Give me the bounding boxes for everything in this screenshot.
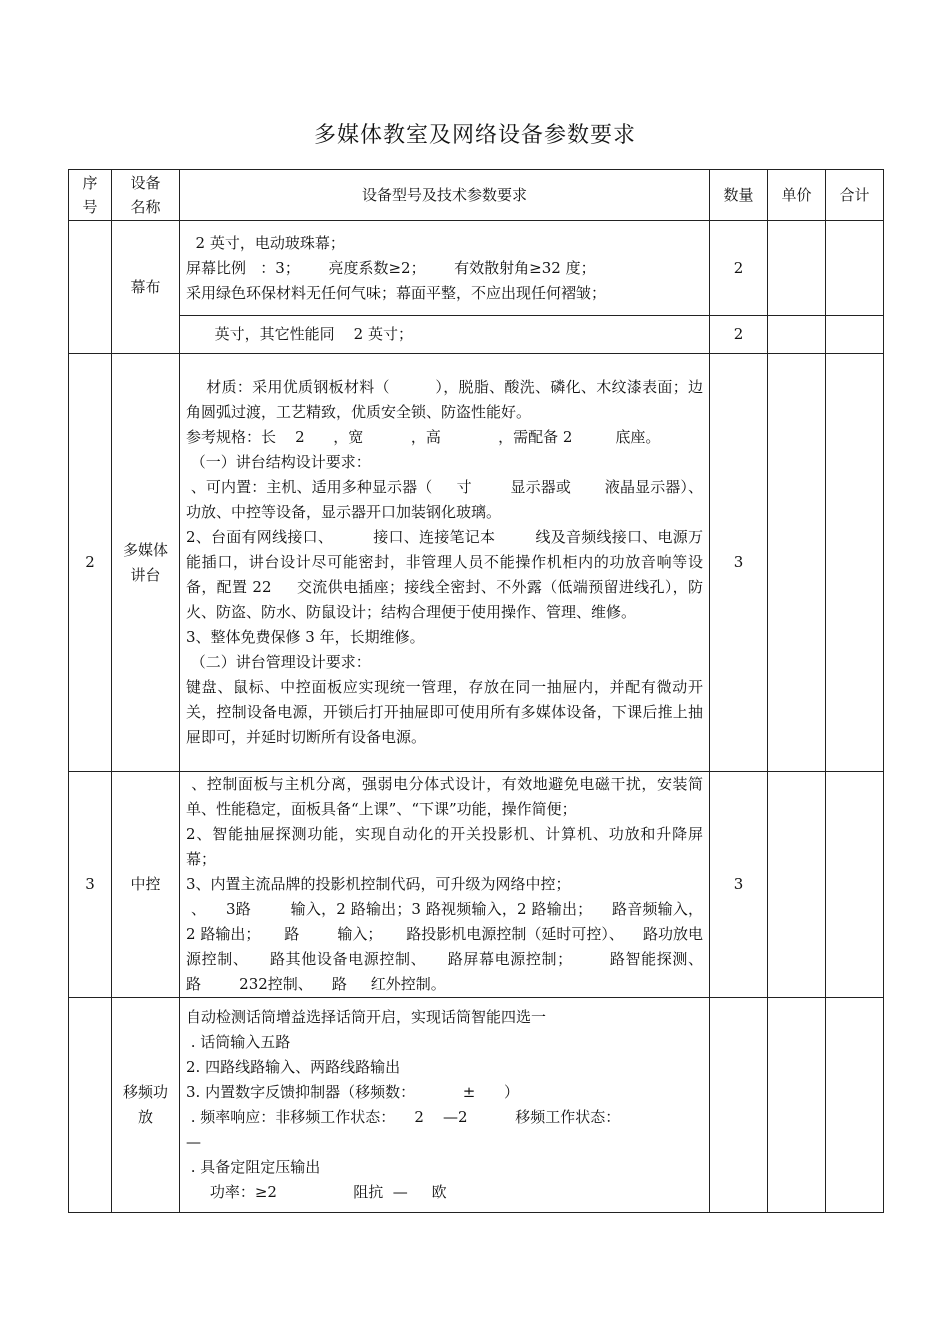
row-index: 2 bbox=[69, 354, 112, 772]
row-name: 移频功放 bbox=[112, 998, 180, 1213]
spec-paragraph: 3、整体免费保修 3 年，长期维修。 bbox=[186, 628, 425, 646]
spec-line: 自动检测话筒增益选择话筒开启，实现话筒智能四选一 bbox=[186, 1008, 547, 1026]
spec-paragraph: 2、台面有网线接口、 接口、连接笔记本 线及音频线接口、电源万能插口，讲台设计尽可能密封，非管理人员不能操作机柜内的功放音响等设备，配置 22 交流供电插座；接线全密封、不外露（低端预留进线孔），防火、防盗、防水、防鼠设计；结构合理便于使用操作、管理、维修。 bbox=[186, 528, 703, 621]
table-row bbox=[69, 998, 884, 1213]
spec-paragraph: 3、内置主流品牌的投影机控制代码，可升级为网络中控； bbox=[186, 875, 571, 893]
row-total bbox=[826, 772, 884, 998]
spec-paragraph: （二）讲台管理设计要求： bbox=[186, 653, 371, 671]
spec-line: 2 英寸，电动玻珠幕； bbox=[186, 233, 345, 252]
row-unit-price bbox=[768, 316, 826, 354]
spec-line: 英寸，其它性能同 2 英寸； bbox=[186, 325, 413, 343]
spec-line: . 频率响应：非移频工作状态： 2 —2 移频工作状态： bbox=[186, 1108, 621, 1126]
row-total bbox=[826, 998, 884, 1213]
row-qty bbox=[710, 998, 768, 1213]
row-total bbox=[826, 316, 884, 354]
header-total: 合计 bbox=[826, 170, 884, 221]
spec-line: — bbox=[186, 1133, 201, 1151]
row-name: 中控 bbox=[112, 772, 180, 998]
spec-line: 3. 内置数字反馈抑制器（移频数： ± ） bbox=[186, 1083, 519, 1101]
row-unit-price bbox=[768, 221, 826, 316]
row-spec bbox=[180, 316, 710, 354]
spec-line: 采用绿色环保材料无任何气味；幕面平整，不应出现任何褶皱； bbox=[186, 283, 607, 302]
row-qty: 3 bbox=[710, 354, 768, 772]
row-name: 多媒体讲台 bbox=[112, 354, 180, 772]
spec-paragraph: 、 3路 输入，2 路输出；3 路视频输入，2 路输出； 路音频输入，2 路输出； 路 输入； 路投影机电源控制（延时可控）、 路功放电源控制、 路其他设备电源控制、 路屏幕电源控制； 路智能探测、 路 232控制、 路 红外控制。 bbox=[186, 900, 723, 993]
table-row bbox=[69, 316, 884, 354]
table-header-row bbox=[69, 170, 884, 221]
row-index bbox=[69, 221, 112, 354]
spec-line: . 话筒输入五路 bbox=[186, 1033, 291, 1051]
spec-paragraph: 、可内置：主机、适用多种显示器（ 寸 显示器或 液晶显示器）、功放、中控等设备，显示器开口加装钢化玻璃。 bbox=[186, 478, 703, 521]
spec-line: 屏幕比例 ：3； 亮度系数≥2； 有效散射角≥32 度； bbox=[186, 258, 596, 277]
row-unit-price bbox=[768, 354, 826, 772]
row-spec bbox=[180, 221, 710, 316]
spec-paragraph: 材质：采用优质钢板材料（ ），脱脂、酸洗、磷化、木纹漆表面；边角圆弧过渡，工艺精致，优质安全锁、防盗性能好。 bbox=[186, 378, 703, 421]
spec-paragraph: 参考规格：长 2 ，宽 ，高 ，需配备 2 底座。 bbox=[186, 428, 661, 446]
table-row bbox=[69, 772, 884, 998]
header-name: 设备 名称 bbox=[112, 170, 180, 221]
page-title: 多媒体教室及网络设备参数要求 bbox=[313, 123, 636, 148]
spec-line: 功率：≥2 阻抗 — 欧 bbox=[186, 1183, 447, 1201]
header-unit-price: 单价 bbox=[768, 170, 826, 221]
spec-paragraph: 键盘、鼠标、中控面板应实现统一管理，存放在同一抽屉内，并配有微动开关，控制设备电源，开锁后打开抽屉即可使用所有多媒体设备，下课后推上抽屉即可，并延时切断所有设备电源。 bbox=[186, 678, 703, 746]
spec-paragraph: 、控制面板与主机分离，强弱电分体式设计，有效地避免电磁干扰，安装简单、性能稳定，面板具备“上课”、“下课”功能，操作简便； bbox=[186, 775, 703, 818]
row-total bbox=[826, 221, 884, 316]
row-index bbox=[69, 998, 112, 1213]
row-spec bbox=[180, 772, 723, 998]
row-name: 幕布 bbox=[112, 221, 180, 354]
table-row bbox=[69, 354, 884, 772]
row-spec bbox=[180, 354, 710, 772]
row-total bbox=[826, 354, 884, 772]
row-qty: 3 bbox=[710, 772, 768, 998]
row-qty: 2 bbox=[710, 316, 768, 354]
row-unit-price bbox=[768, 998, 826, 1213]
spec-paragraph: （一）讲台结构设计要求： bbox=[186, 453, 371, 471]
header-spec: 设备型号及技术参数要求 bbox=[180, 170, 710, 221]
row-index: 3 bbox=[69, 772, 112, 998]
spec-line: . 具备定阻定压输出 bbox=[186, 1158, 321, 1176]
row-spec bbox=[180, 998, 710, 1213]
row-qty: 2 bbox=[710, 221, 768, 316]
spec-line: 2. 四路线路输入、两路线路输出 bbox=[186, 1058, 401, 1076]
row-unit-price bbox=[768, 772, 826, 998]
table-row bbox=[69, 221, 884, 316]
equipment-spec-table bbox=[68, 169, 884, 1213]
spec-paragraph: 2、智能抽屉探测功能，实现自动化的开关投影机、计算机、功放和升降屏幕； bbox=[186, 825, 703, 868]
header-index: 序 号 bbox=[69, 170, 112, 221]
header-qty: 数量 bbox=[710, 170, 768, 221]
